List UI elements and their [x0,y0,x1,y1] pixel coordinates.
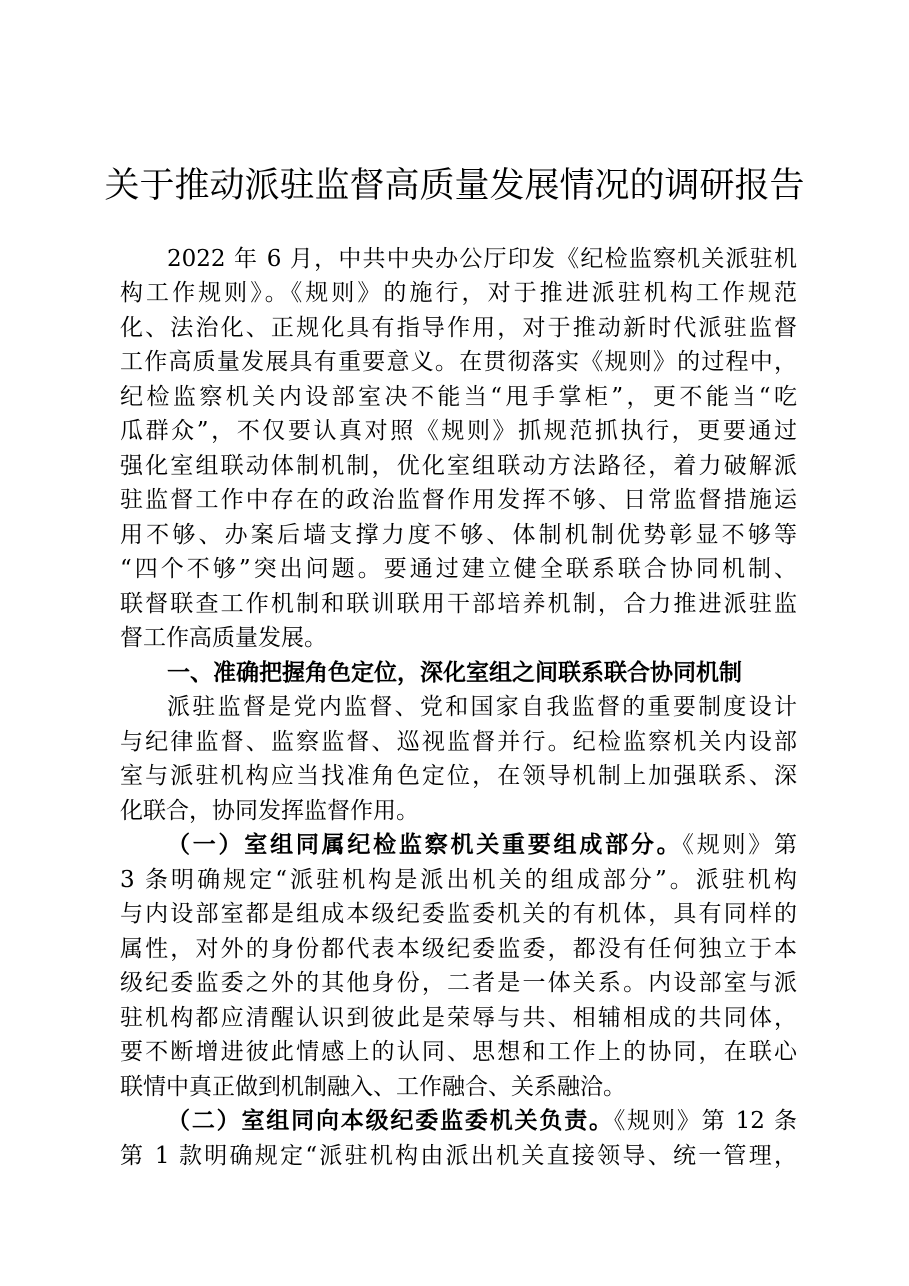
subheading-line [167,828,797,862]
paragraph-line: 化联合，协同发挥监督作用。 [120,798,419,824]
subheading-text: （一）室组同属纪检监察机关重要组成部分。 [167,831,683,858]
document-title: 关于推动派驻监督高质量发展情况的调研报告 [104,166,805,206]
paragraph-line: 第 1 款明确规定“派驻机构由派出机关直接领导、统一管理， [120,1143,797,1169]
paragraph-line: 联督联查工作机制和联训联用干部培养机制，合力推进派驻监 [120,591,797,617]
paragraph-text: 《规则》第 [682,832,798,858]
paragraph-line: 3 条明确规定“派驻机构是派出机关的组成部分”。派驻机构 [120,867,797,893]
paragraph-line: 构工作规则》。《规则》的施行，对于推进派驻机构工作规范 [120,280,797,306]
paragraph-line: 联情中真正做到机制融入、工作融合、关系融洽。 [120,1074,626,1100]
paragraph-line: 驻机构都应清醒认识到彼此是荣辱与共、相辅相成的共同体， [120,1005,797,1031]
paragraph-line: 属性，对外的身份都代表本级纪委监委，都没有任何独立于本 [120,936,797,962]
paragraph-line: “四个不够”突出问题。要通过建立健全联系联合协同机制、 [120,556,797,582]
subheading-line [167,1104,797,1138]
subheading-text: （二）室组同向本级纪委监委机关负责。 [167,1107,614,1134]
paragraph-line: 室与派驻机构应当找准角色定位，在领导机制上加强联系、深 [120,763,797,789]
paragraph-line: 级纪委监委之外的其他身份，二者是一体关系。内设部室与派 [120,970,797,996]
paragraph-line: 纪检监察机关内设部室决不能当“甩手掌柜”，更不能当“吃 [120,384,797,410]
paragraph-line: 2022 年 6 月，中共中央办公厅印发《纪检监察机关派驻机 [167,246,797,272]
paragraph-line: 派驻监督是党内监督、党和国家自我监督的重要制度设计 [167,694,797,720]
paragraph-text: 《规则》第 12 条 [613,1108,798,1134]
paragraph-line: 要不断增进彼此情感上的认同、思想和工作上的协同，在联心 [120,1039,797,1065]
paragraph-line: 工作高质量发展具有重要意义。在贯彻落实《规则》的过程中， [120,349,797,375]
paragraph-line: 瓜群众”，不仅要认真对照《规则》抓规范抓执行，更要通过 [120,418,797,444]
section-heading: 一、准确把握角色定位，深化室组之间联系联合协同机制 [167,660,742,686]
paragraph-line: 强化室组联动体制机制，优化室组联动方法路径，着力破解派 [120,453,797,479]
paragraph-line: 化、法治化、正规化具有指导作用，对于推动新时代派驻监督 [120,315,797,341]
paragraph-line: 用不够、办案后墙支撑力度不够、体制机制优势彰显不够等 [120,522,797,548]
paragraph-line: 驻监督工作中存在的政治监督作用发挥不够、日常监督措施运 [120,487,797,513]
paragraph-line: 与纪律监督、监察监督、巡视监督并行。纪检监察机关内设部 [120,729,797,755]
paragraph-line: 督工作高质量发展。 [120,625,327,651]
paragraph-line: 与内设部室都是组成本级纪委监委机关的有机体，具有同样的 [120,901,797,927]
